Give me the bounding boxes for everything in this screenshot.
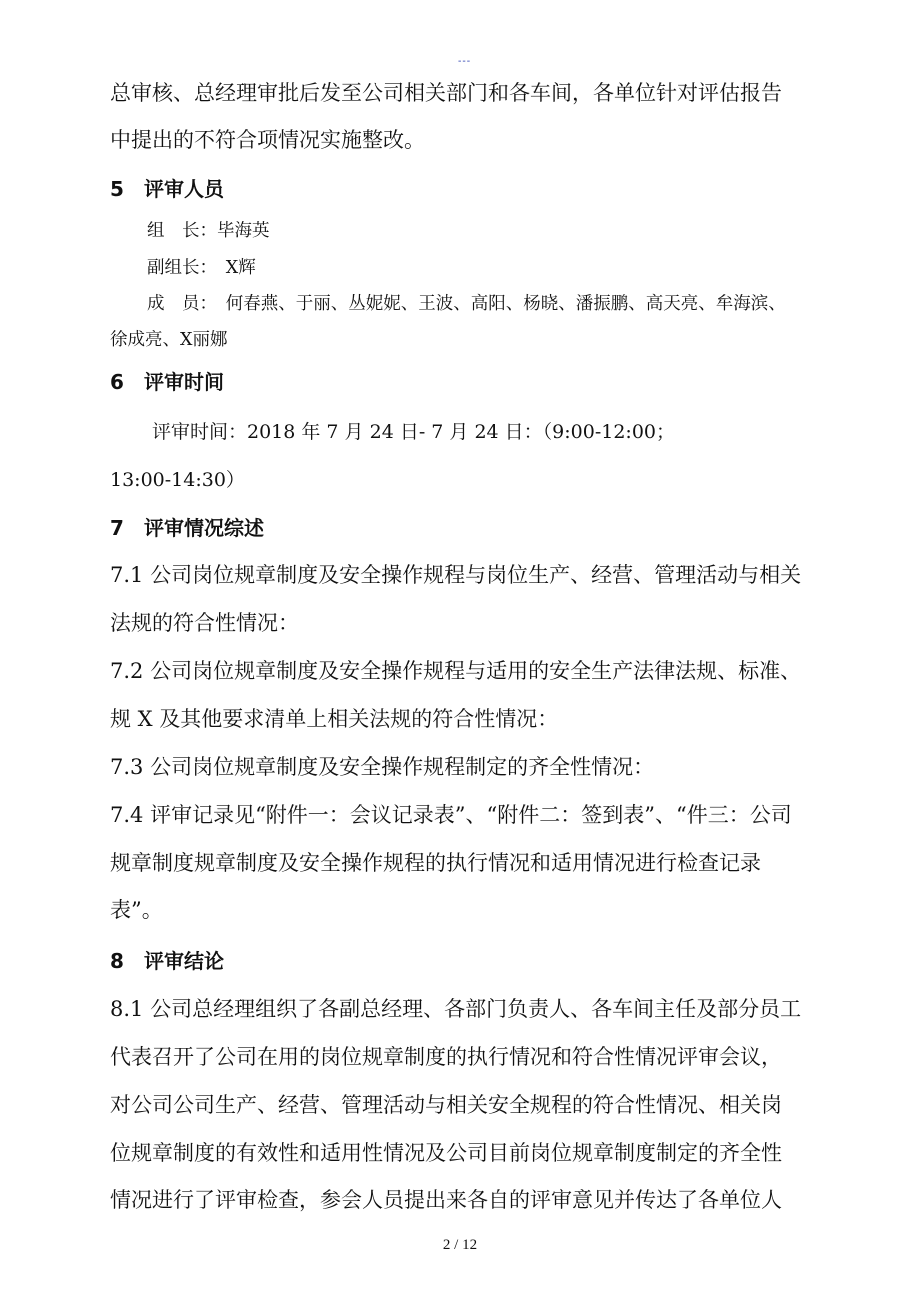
para-7-3-line-1: 7.3 公司岗位规章制度及安全操作规程制定的齐全性情况：	[110, 755, 655, 779]
section-5-heading	[110, 175, 224, 203]
para-7-2-line-2: 规 X 及其他要求清单上相关法规的符合性情况：	[110, 707, 559, 731]
section-7-heading	[110, 514, 264, 542]
section-5-title: 评审人员	[144, 177, 224, 201]
section-6-number: 6	[110, 370, 124, 394]
review-members-line-1: 成 员： 何春燕、于丽、丛妮妮、王波、高阳、杨晓、潘振鹏、高天亮、牟海滨、	[147, 294, 786, 314]
section-7-number: 7	[110, 516, 124, 540]
intro-line-1: 总审核、总经理审批后发至公司相关部门和各车间，各单位针对评估报告	[110, 81, 782, 105]
page-number: 2 / 12	[442, 1237, 478, 1253]
section-5-number: 5	[110, 177, 124, 201]
section-8-heading	[110, 947, 224, 975]
intro-line-2: 中提出的不符合项情况实施整改。	[110, 128, 425, 152]
para-8-1-line-1: 8.1 公司总经理组织了各副总经理、各部门负责人、各车间主任及部分员工	[110, 997, 802, 1021]
review-time-line-2: 13:00-14:30）	[110, 469, 245, 491]
para-8-1-line-2: 代表召开了公司在用的岗位规章制度的执行情况和符合性情况评审会议，	[110, 1045, 782, 1069]
section-6-title: 评审时间	[144, 370, 224, 394]
para-7-4-line-2: 规章制度规章制度及安全操作规程的执行情况和适用情况进行检查记录	[110, 851, 761, 875]
header-mark: ---	[458, 56, 472, 67]
section-7-title: 评审情况综述	[144, 516, 264, 540]
section-8-title: 评审结论	[144, 949, 224, 973]
review-members-line-2: 徐成亮、X丽娜	[110, 330, 228, 350]
para-7-4-line-3: 表”。	[110, 898, 163, 922]
section-6-heading	[110, 368, 224, 396]
para-8-1-line-5: 情况进行了评审检查，参会人员提出来各自的评审意见并传达了各单位人	[110, 1188, 782, 1212]
review-deputy-leader: 副组长： X辉	[147, 258, 256, 278]
para-7-1-line-2: 法规的符合性情况：	[110, 611, 299, 635]
para-7-4-line-1: 7.4 评审记录见“附件一：会议记录表”、“附件二：签到表”、“件三：公司	[110, 803, 792, 827]
section-8-number: 8	[110, 949, 124, 973]
review-time-line-1: 评审时间：2018 年 7 月 24 日- 7 月 24 日：（9:00-12:00；	[152, 421, 676, 443]
review-leader: 组 长：毕海英	[147, 221, 270, 241]
para-8-1-line-4: 位规章制度的有效性和适用性情况及公司目前岗位规章制度制定的齐全性	[110, 1141, 782, 1165]
para-7-2-line-1: 7.2 公司岗位规章制度及安全操作规程与适用的安全生产法律法规、标准、	[110, 659, 802, 683]
para-7-1-line-1: 7.1 公司岗位规章制度及安全操作规程与岗位生产、经营、管理活动与相关	[110, 563, 802, 587]
para-8-1-line-3: 对公司公司生产、经营、管理活动与相关安全规程的符合性情况、相关岗	[110, 1093, 782, 1117]
